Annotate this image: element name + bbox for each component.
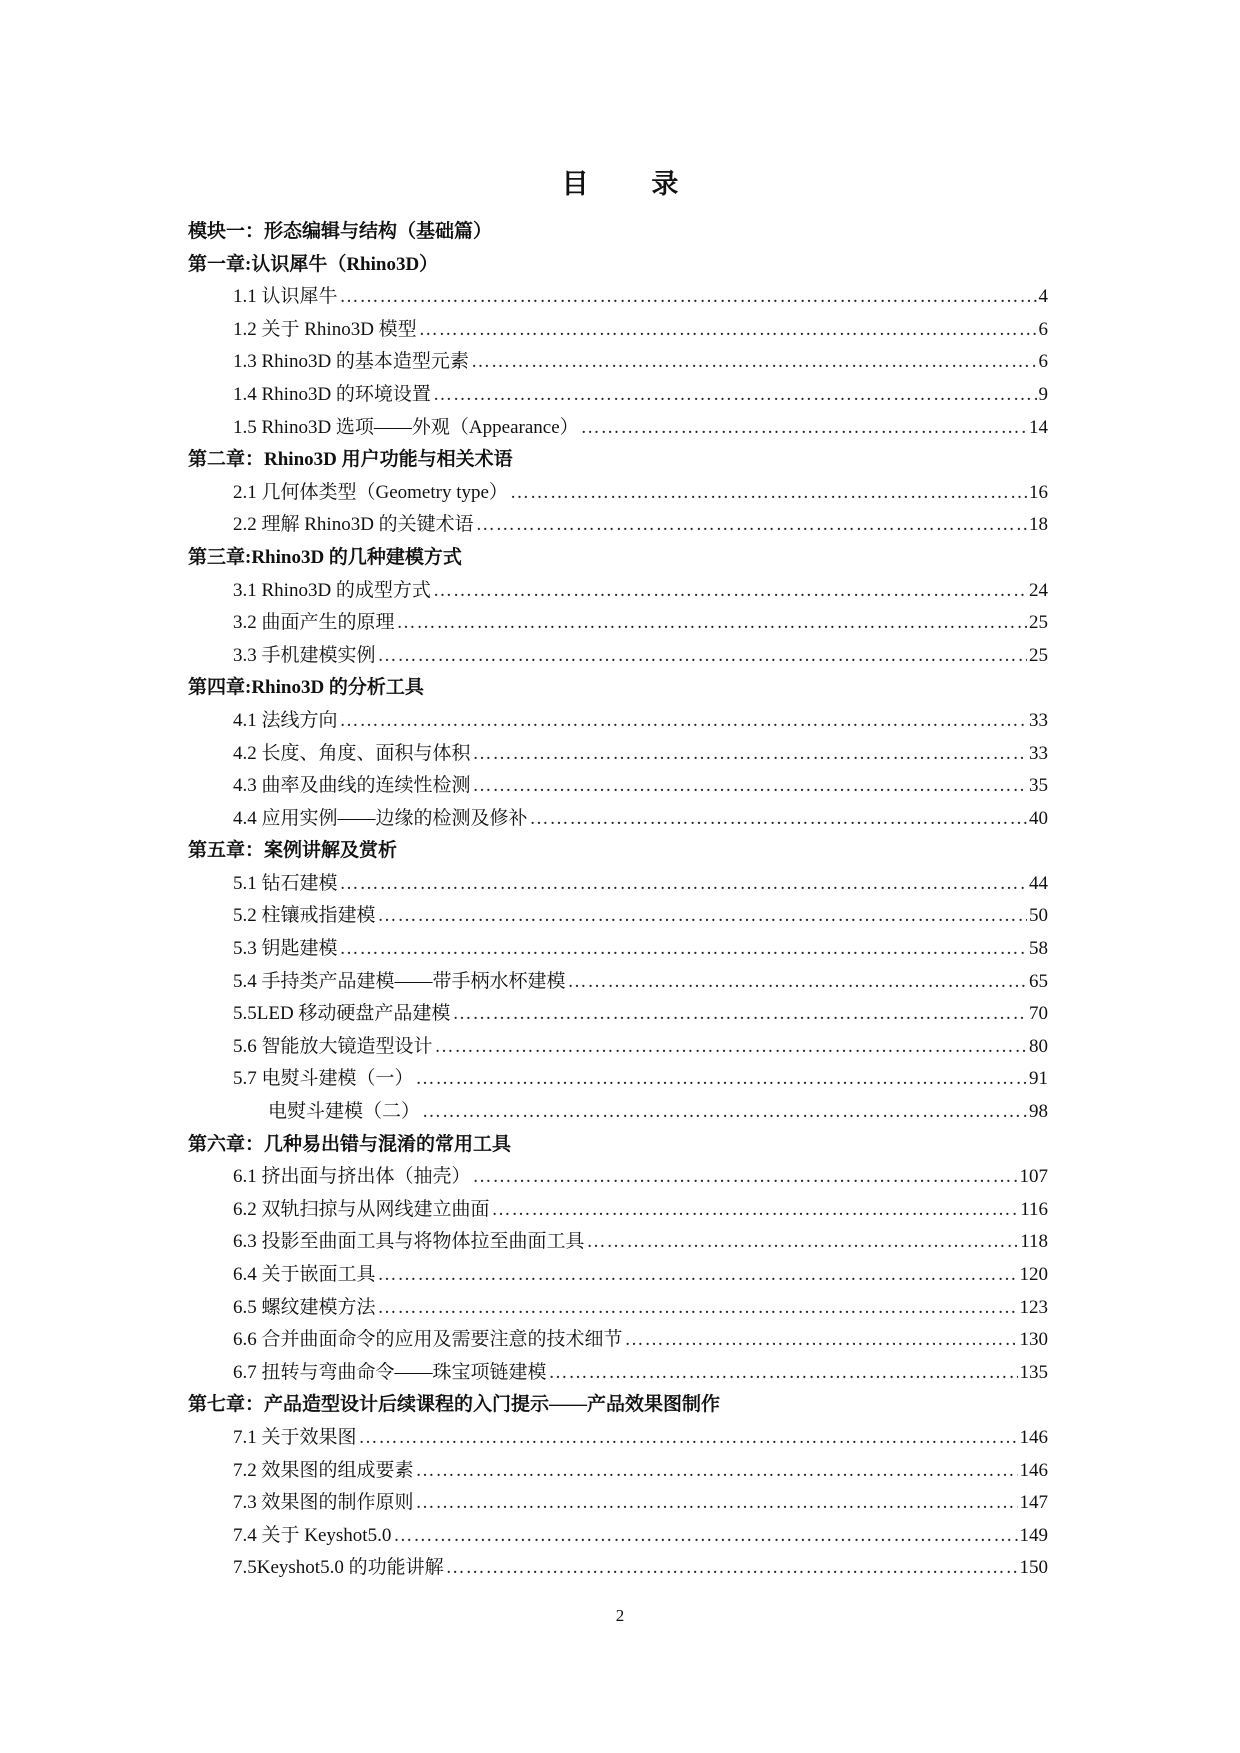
- dot-leader: [340, 281, 1037, 314]
- chapter-heading: 第六章：几种易出错与混淆的常用工具: [188, 1133, 512, 1155]
- table-of-contents: [188, 216, 1048, 1585]
- toc-entry: [188, 1324, 1048, 1357]
- toc-entry-page: 24: [1029, 579, 1048, 601]
- toc-entry: [188, 705, 1048, 738]
- toc-entry-page: 80: [1029, 1035, 1048, 1057]
- dot-leader: [625, 1324, 1018, 1357]
- toc-entry-page: 147: [1019, 1492, 1048, 1514]
- dot-leader: [476, 509, 1027, 542]
- chapter-heading: 第四章:Rhino3D 的分析工具: [188, 677, 424, 699]
- dot-leader: [416, 1063, 1027, 1096]
- toc-entry: [188, 509, 1048, 542]
- toc-entry: [188, 1520, 1048, 1553]
- toc-entry-label: 5.1 钻石建模: [233, 872, 338, 894]
- toc-entry: [188, 1194, 1048, 1227]
- toc-entry-page: 130: [1019, 1329, 1048, 1351]
- toc-entry: [188, 1226, 1048, 1259]
- toc-entry-page: 35: [1029, 775, 1048, 797]
- dot-leader: [568, 966, 1027, 999]
- toc-entry-page: 50: [1029, 905, 1048, 927]
- toc-entry: [188, 933, 1048, 966]
- dot-leader: [530, 803, 1027, 836]
- dot-leader: [378, 1259, 1018, 1292]
- toc-entry-label: 5.2 柱镶戒指建模: [233, 905, 376, 927]
- dot-leader: [471, 346, 1037, 379]
- dot-leader: [433, 575, 1027, 608]
- toc-entry-page: 25: [1029, 612, 1048, 634]
- toc-entry: [188, 379, 1048, 412]
- toc-entry: [188, 1455, 1048, 1488]
- toc-entry: [188, 575, 1048, 608]
- toc-entry-page: 33: [1029, 709, 1048, 731]
- toc-entry-label: 7.2 效果图的组成要素: [233, 1459, 414, 1481]
- toc-entry-page: 120: [1019, 1264, 1048, 1285]
- dot-leader: [473, 1161, 1018, 1194]
- toc-entry-page: 149: [1019, 1524, 1048, 1546]
- toc-entry-label: 6.1 挤出面与挤出体（抽壳）: [233, 1166, 471, 1188]
- toc-entry: [188, 738, 1048, 771]
- toc-entry-page: 44: [1029, 872, 1048, 894]
- dot-leader: [549, 1357, 1018, 1390]
- page-number: 2: [615, 1606, 625, 1625]
- toc-entry-page: 135: [1019, 1361, 1048, 1383]
- dot-leader: [581, 412, 1027, 445]
- toc-entry-label: 1.5 Rhino3D 选项——外观（Appearance）: [233, 416, 579, 438]
- toc-entry-label: 6.3 投影至曲面工具与将物体拉至曲面工具: [233, 1231, 585, 1253]
- toc-entry: [188, 412, 1048, 445]
- toc-entry-label: 5.5LED 移动硬盘产品建模: [233, 1003, 451, 1025]
- toc-entry: [188, 1161, 1048, 1194]
- toc-entry: [188, 1552, 1048, 1585]
- toc-entry: [188, 1487, 1048, 1520]
- dot-leader: [510, 477, 1027, 510]
- toc-entry-label: 6.7 扭转与弯曲命令——珠宝项链建模: [233, 1361, 547, 1383]
- toc-entry-label: 6.5 螺纹建模方法: [233, 1296, 376, 1318]
- dot-leader: [359, 1422, 1018, 1455]
- dot-leader: [340, 705, 1027, 738]
- dot-leader: [419, 314, 1037, 347]
- toc-entry: [188, 607, 1048, 640]
- chapter-heading: 第二章：Rhino3D 用户功能与相关术语: [188, 449, 513, 471]
- toc-entry: [188, 770, 1048, 803]
- toc-entry-label: 7.4 关于 Keyshot5.0: [233, 1524, 392, 1546]
- toc-entry-page: 14: [1029, 416, 1048, 438]
- dot-leader: [340, 933, 1027, 966]
- dot-leader: [378, 900, 1027, 933]
- dot-leader: [416, 1487, 1018, 1520]
- toc-entry: [188, 1063, 1048, 1096]
- toc-entry-page: 25: [1029, 644, 1048, 666]
- dot-leader: [393, 1520, 1017, 1553]
- toc-entry: [188, 1292, 1048, 1325]
- dot-leader: [452, 998, 1027, 1031]
- toc-entry: [188, 477, 1048, 510]
- toc-entry: [188, 803, 1048, 836]
- toc-entry-label: 4.4 应用实例——边缘的检测及修补: [233, 807, 528, 829]
- dot-leader: [416, 1455, 1018, 1488]
- toc-entry-page: 118: [1020, 1231, 1048, 1253]
- dot-leader: [492, 1194, 1019, 1227]
- page-title: 目 录: [561, 169, 707, 199]
- dot-leader: [446, 1552, 1018, 1585]
- dot-leader: [378, 640, 1027, 673]
- toc-entry-page: 6: [1038, 351, 1048, 373]
- toc-entry-page: 123: [1019, 1296, 1048, 1318]
- toc-entry: [188, 1357, 1048, 1390]
- toc-entry: [188, 998, 1048, 1031]
- toc-entry: [188, 900, 1048, 933]
- dot-leader: [422, 1096, 1027, 1129]
- dot-leader: [473, 738, 1027, 771]
- toc-entry-page: 65: [1029, 970, 1048, 992]
- toc-entry: [188, 314, 1048, 347]
- toc-entry-page: 6: [1038, 318, 1048, 340]
- toc-entry-page: 58: [1029, 938, 1048, 960]
- toc-entry-page: 91: [1029, 1068, 1048, 1090]
- toc-entry-page: 146: [1019, 1426, 1048, 1448]
- toc-entry-label: 1.1 认识犀牛: [233, 286, 338, 308]
- toc-entry: [188, 1031, 1048, 1064]
- toc-entry-label: 7.3 效果图的制作原则: [233, 1492, 414, 1514]
- toc-entry-page: 98: [1029, 1101, 1048, 1123]
- chapter-heading: 第七章：产品造型设计后续课程的入门提示——产品效果图制作: [188, 1394, 721, 1416]
- toc-entry-page: 9: [1038, 383, 1048, 405]
- toc-entry-page: 70: [1029, 1003, 1048, 1025]
- toc-entry-label: 电熨斗建模（二）: [268, 1101, 421, 1123]
- toc-entry-label: 4.2 长度、角度、面积与体积: [233, 742, 471, 764]
- toc-entry-label: 6.2 双轨扫掠与从网线建立曲面: [233, 1198, 490, 1220]
- toc-entry: [188, 1422, 1048, 1455]
- toc-entry-label: 1.4 Rhino3D 的环境设置: [233, 383, 431, 405]
- toc-entry-page: 16: [1029, 481, 1048, 503]
- toc-entry: [188, 281, 1048, 314]
- toc-entry-label: 6.4 关于嵌面工具: [233, 1264, 376, 1285]
- toc-entry-page: 33: [1029, 742, 1048, 764]
- toc-entry-label: 3.2 曲面产生的原理: [233, 612, 395, 634]
- toc-entry-label: 7.5Keyshot5.0 的功能讲解: [233, 1557, 444, 1579]
- toc-entry-label: 7.1 关于效果图: [233, 1426, 357, 1448]
- toc-entry-label: 4.3 曲率及曲线的连续性检测: [233, 775, 471, 797]
- toc-entry-page: 18: [1029, 514, 1048, 536]
- toc-entry-page: 4: [1038, 286, 1048, 308]
- toc-entry: [188, 1259, 1048, 1292]
- dot-leader: [378, 1292, 1018, 1325]
- toc-entry-page: 40: [1029, 807, 1048, 829]
- dot-leader: [397, 607, 1027, 640]
- toc-entry-label: 3.3 手机建模实例: [233, 644, 376, 666]
- dot-leader: [340, 868, 1027, 901]
- toc-entry-label: 4.1 法线方向: [233, 709, 338, 731]
- toc-entry: [188, 966, 1048, 999]
- chapter-heading: 第三章:Rhino3D 的几种建模方式: [188, 546, 462, 568]
- toc-entry-label: 2.1 几何体类型（Geometry type）: [233, 481, 508, 503]
- dot-leader: [433, 379, 1037, 412]
- toc-entry: [188, 1096, 1048, 1129]
- dot-leader: [435, 1031, 1027, 1064]
- toc-entry-page: 116: [1020, 1198, 1048, 1220]
- toc-entry-label: 6.6 合并曲面命令的应用及需要注意的技术细节: [233, 1329, 623, 1351]
- toc-entry-page: 107: [1019, 1166, 1048, 1188]
- chapter-heading: 第五章：案例讲解及赏析: [188, 840, 398, 862]
- toc-entry-page: 150: [1019, 1557, 1048, 1579]
- toc-entry: [188, 640, 1048, 673]
- module-heading: 模块一：形态编辑与结构（基础篇）: [188, 221, 493, 242]
- toc-entry-label: 2.2 理解 Rhino3D 的关键术语: [233, 514, 474, 536]
- toc-entry: [188, 346, 1048, 379]
- toc-entry-label: 5.7 电熨斗建模（一）: [233, 1068, 414, 1090]
- toc-entry-label: 5.4 手持类产品建模——带手柄水杯建模: [233, 970, 566, 992]
- dot-leader: [473, 770, 1027, 803]
- toc-entry-label: 5.3 钥匙建模: [233, 938, 338, 960]
- toc-entry-label: 1.2 关于 Rhino3D 模型: [233, 318, 417, 340]
- toc-entry-page: 146: [1019, 1459, 1048, 1481]
- chapter-heading: 第一章:认识犀牛（Rhino3D）: [188, 253, 439, 275]
- toc-entry-label: 1.3 Rhino3D 的基本造型元素: [233, 351, 469, 373]
- toc-entry-label: 3.1 Rhino3D 的成型方式: [233, 579, 431, 601]
- toc-entry-label: 5.6 智能放大镜造型设计: [233, 1035, 433, 1057]
- toc-entry: [188, 868, 1048, 901]
- dot-leader: [587, 1226, 1019, 1259]
